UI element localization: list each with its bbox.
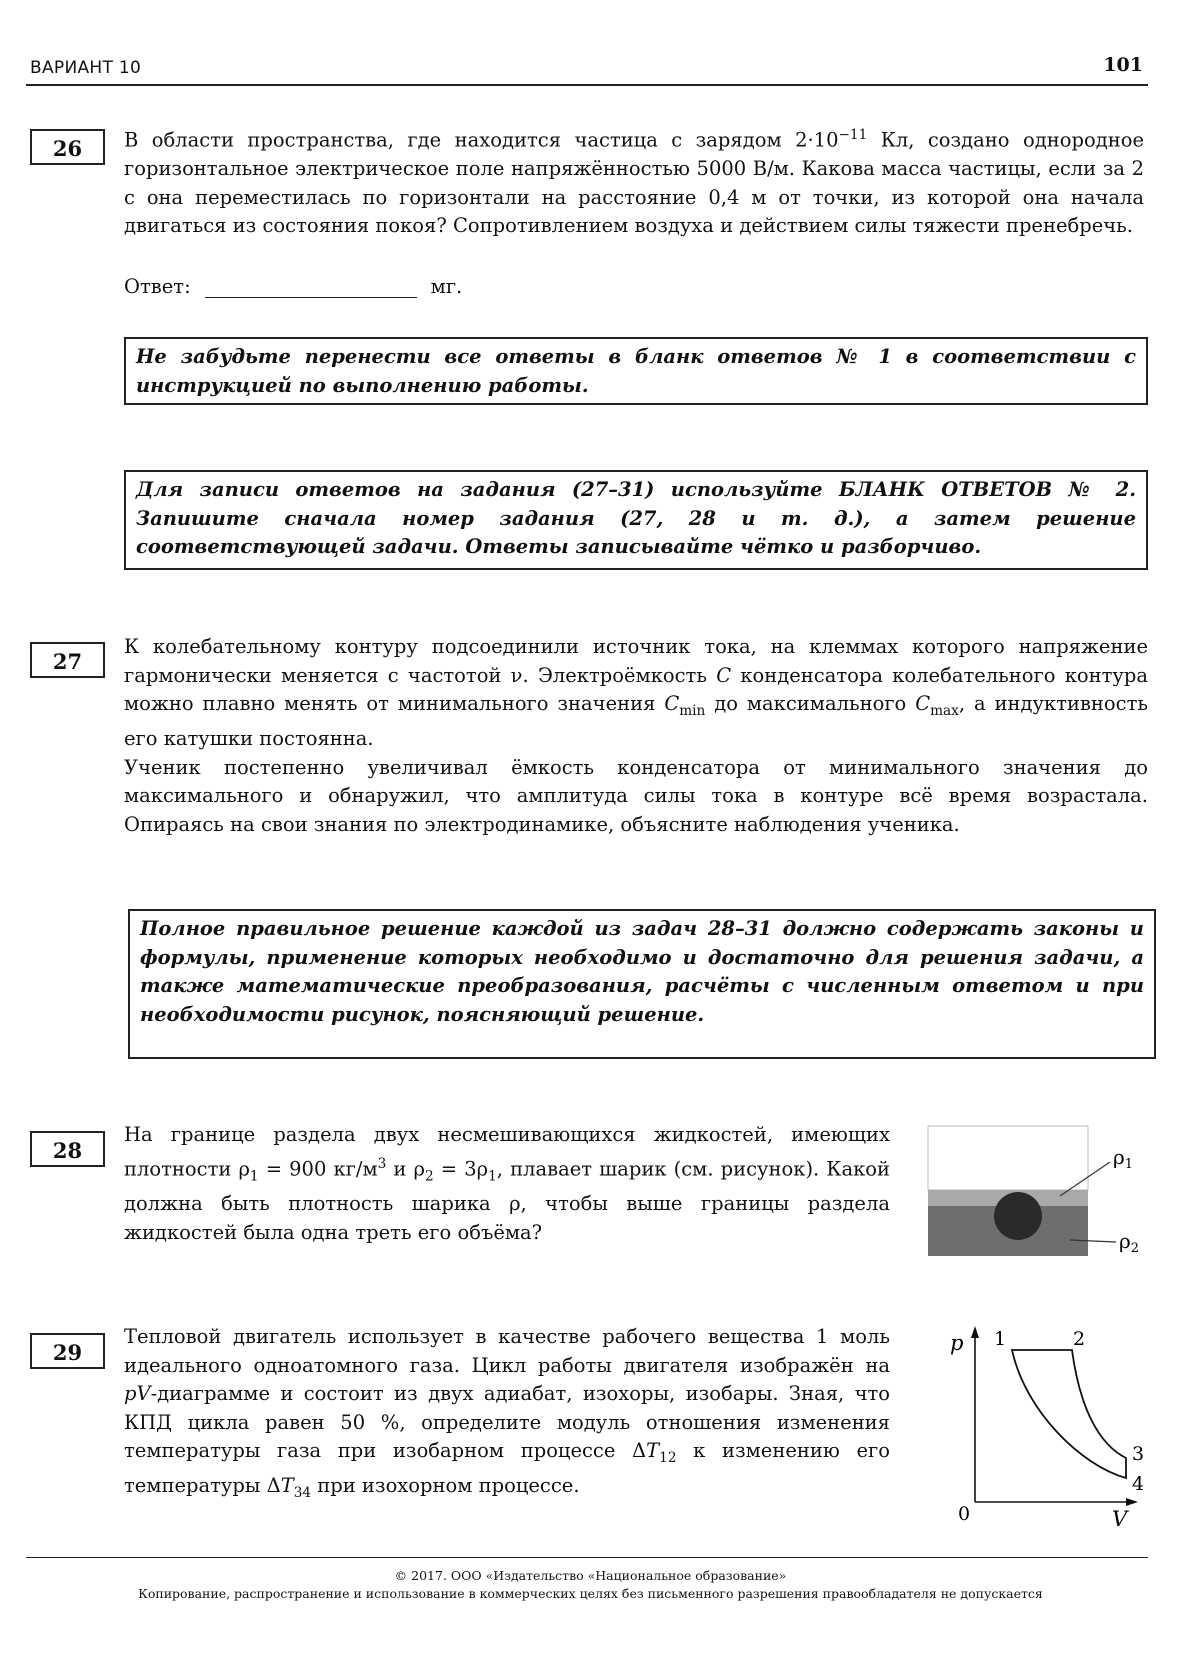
origin-label: 0 [958,1503,971,1525]
copyright-line: © 2017. ООО «Издательство «Национальное образование» [394,1568,787,1583]
v-axis-arrow-icon [1126,1498,1138,1506]
note-transfer-answers: Не забудьте перенести все ответы в бланк ответов № 1 в соответствии с инструкцией по выполнению работы. [124,337,1148,405]
upper-air-region [928,1126,1088,1190]
variant-title: ВАРИАНТ 10 [30,58,142,78]
header-rule [26,84,1148,86]
cycle-path [1012,1350,1126,1478]
point-4-label: 4 [1132,1473,1145,1495]
question-28-text: На границе раздела двух несмешивающихся жидкостей, имеющих плотности $\rho_1 = 900$ $кг/м^3$ и $\rho_2 = 3\rho_1$, плавает шарик (см. рисунок). Какой должна быть плотность шарика ρ, чтобы выше границы раздела жидкостей была одна треть его объёма? [124,1123,890,1244]
pv-diagram [930,1320,1150,1530]
copy-restriction-line: Копирование, распространение и использование в коммерческих целях без письменного разрешения правообладателя не допускается [138,1586,1043,1601]
question-number-26: 26 [30,129,105,165]
point-1-label: 1 [994,1328,1007,1350]
question-number-28: 28 [30,1131,105,1167]
floating-ball-figure [920,1124,1160,1276]
question-29-text: Тепловой двигатель использует в качестве рабочего вещества 1 моль идеального одноатомного газа. Цикл работы двигателя изображён на pV-диаграмме и состоит из двух адиабат, изохоры, изобары. Зная, что КПД цикла равен 50 %, определите модуль отношения изменения температуры газа при изобарном процессе $\Delta T_{12}$ к изменению его температуры $\Delta T_{34}$ при изохорном процессе. [124,1325,890,1502]
v-axis-label: V [1112,1507,1128,1530]
rho1-label: $\rho_1$ [1113,1145,1134,1172]
page-number: 101 [1103,54,1143,76]
answer-26: Ответ: мг. [124,275,463,298]
question-number-27: 27 [30,642,105,678]
note-answer-form-2: Для записи ответов на задания (27–31) используйте БЛАНК ОТВЕТОВ № 2. Запишите сначала номер задания (27, 28 и т. д.), а затем решение соответствующей задачи. Ответы записывайте чётко и разборчиво. [124,470,1148,570]
point-3-label: 3 [1132,1443,1145,1465]
p-axis-arrow-icon [971,1326,979,1338]
footer-rule [26,1557,1148,1558]
question-26-text: В области пространства, где находится частица с зарядом $2\cdot 10^{-11}$ Кл, создано однородное горизонтальное электрическое поле напряжённостью 5000 В/м. Какова масса частицы, если за 2 с она переместилась по горизонтали на расстояние 0,4 м от точки, из которой она начала двигаться из состояния покоя? Сопротивлением воздуха и действием силы тяжести пренебречь. [124,127,1144,237]
answer-field-26[interactable] [205,279,417,298]
question-number-29: 29 [30,1333,105,1369]
rho2-label: $\rho_2$ [1119,1229,1140,1256]
question-27-text: К колебательному контуру подсоединили источник тока, на клеммах которого напряжение гармонически меняется с частотой ν. Электроёмкость C конденсатора колебательного контура можно плавно менять от минимального значения $C_{min}$ до максимального $C_{max}$, а индуктивность его катушки постоянна. Ученик постепенно увеличивал ёмкость конденсатора от минимального значения до максимального и обнаружил, что амплитуда силы тока в контуре всё время возрастала. Опираясь на свои знания по электродинамике, объясните наблюдения ученика. [124,635,1148,836]
ball [994,1192,1042,1240]
note-full-solution: Полное правильное решение каждой из задач 28–31 должно содержать законы и формулы, применение которых необходимо и достаточно для решения задачи, а также математические преобразования, расчёты с численным ответом и при необходимости рисунок, поясняющий решение. [128,909,1156,1059]
p-axis-label: p [950,1331,964,1355]
point-2-label: 2 [1073,1328,1086,1350]
